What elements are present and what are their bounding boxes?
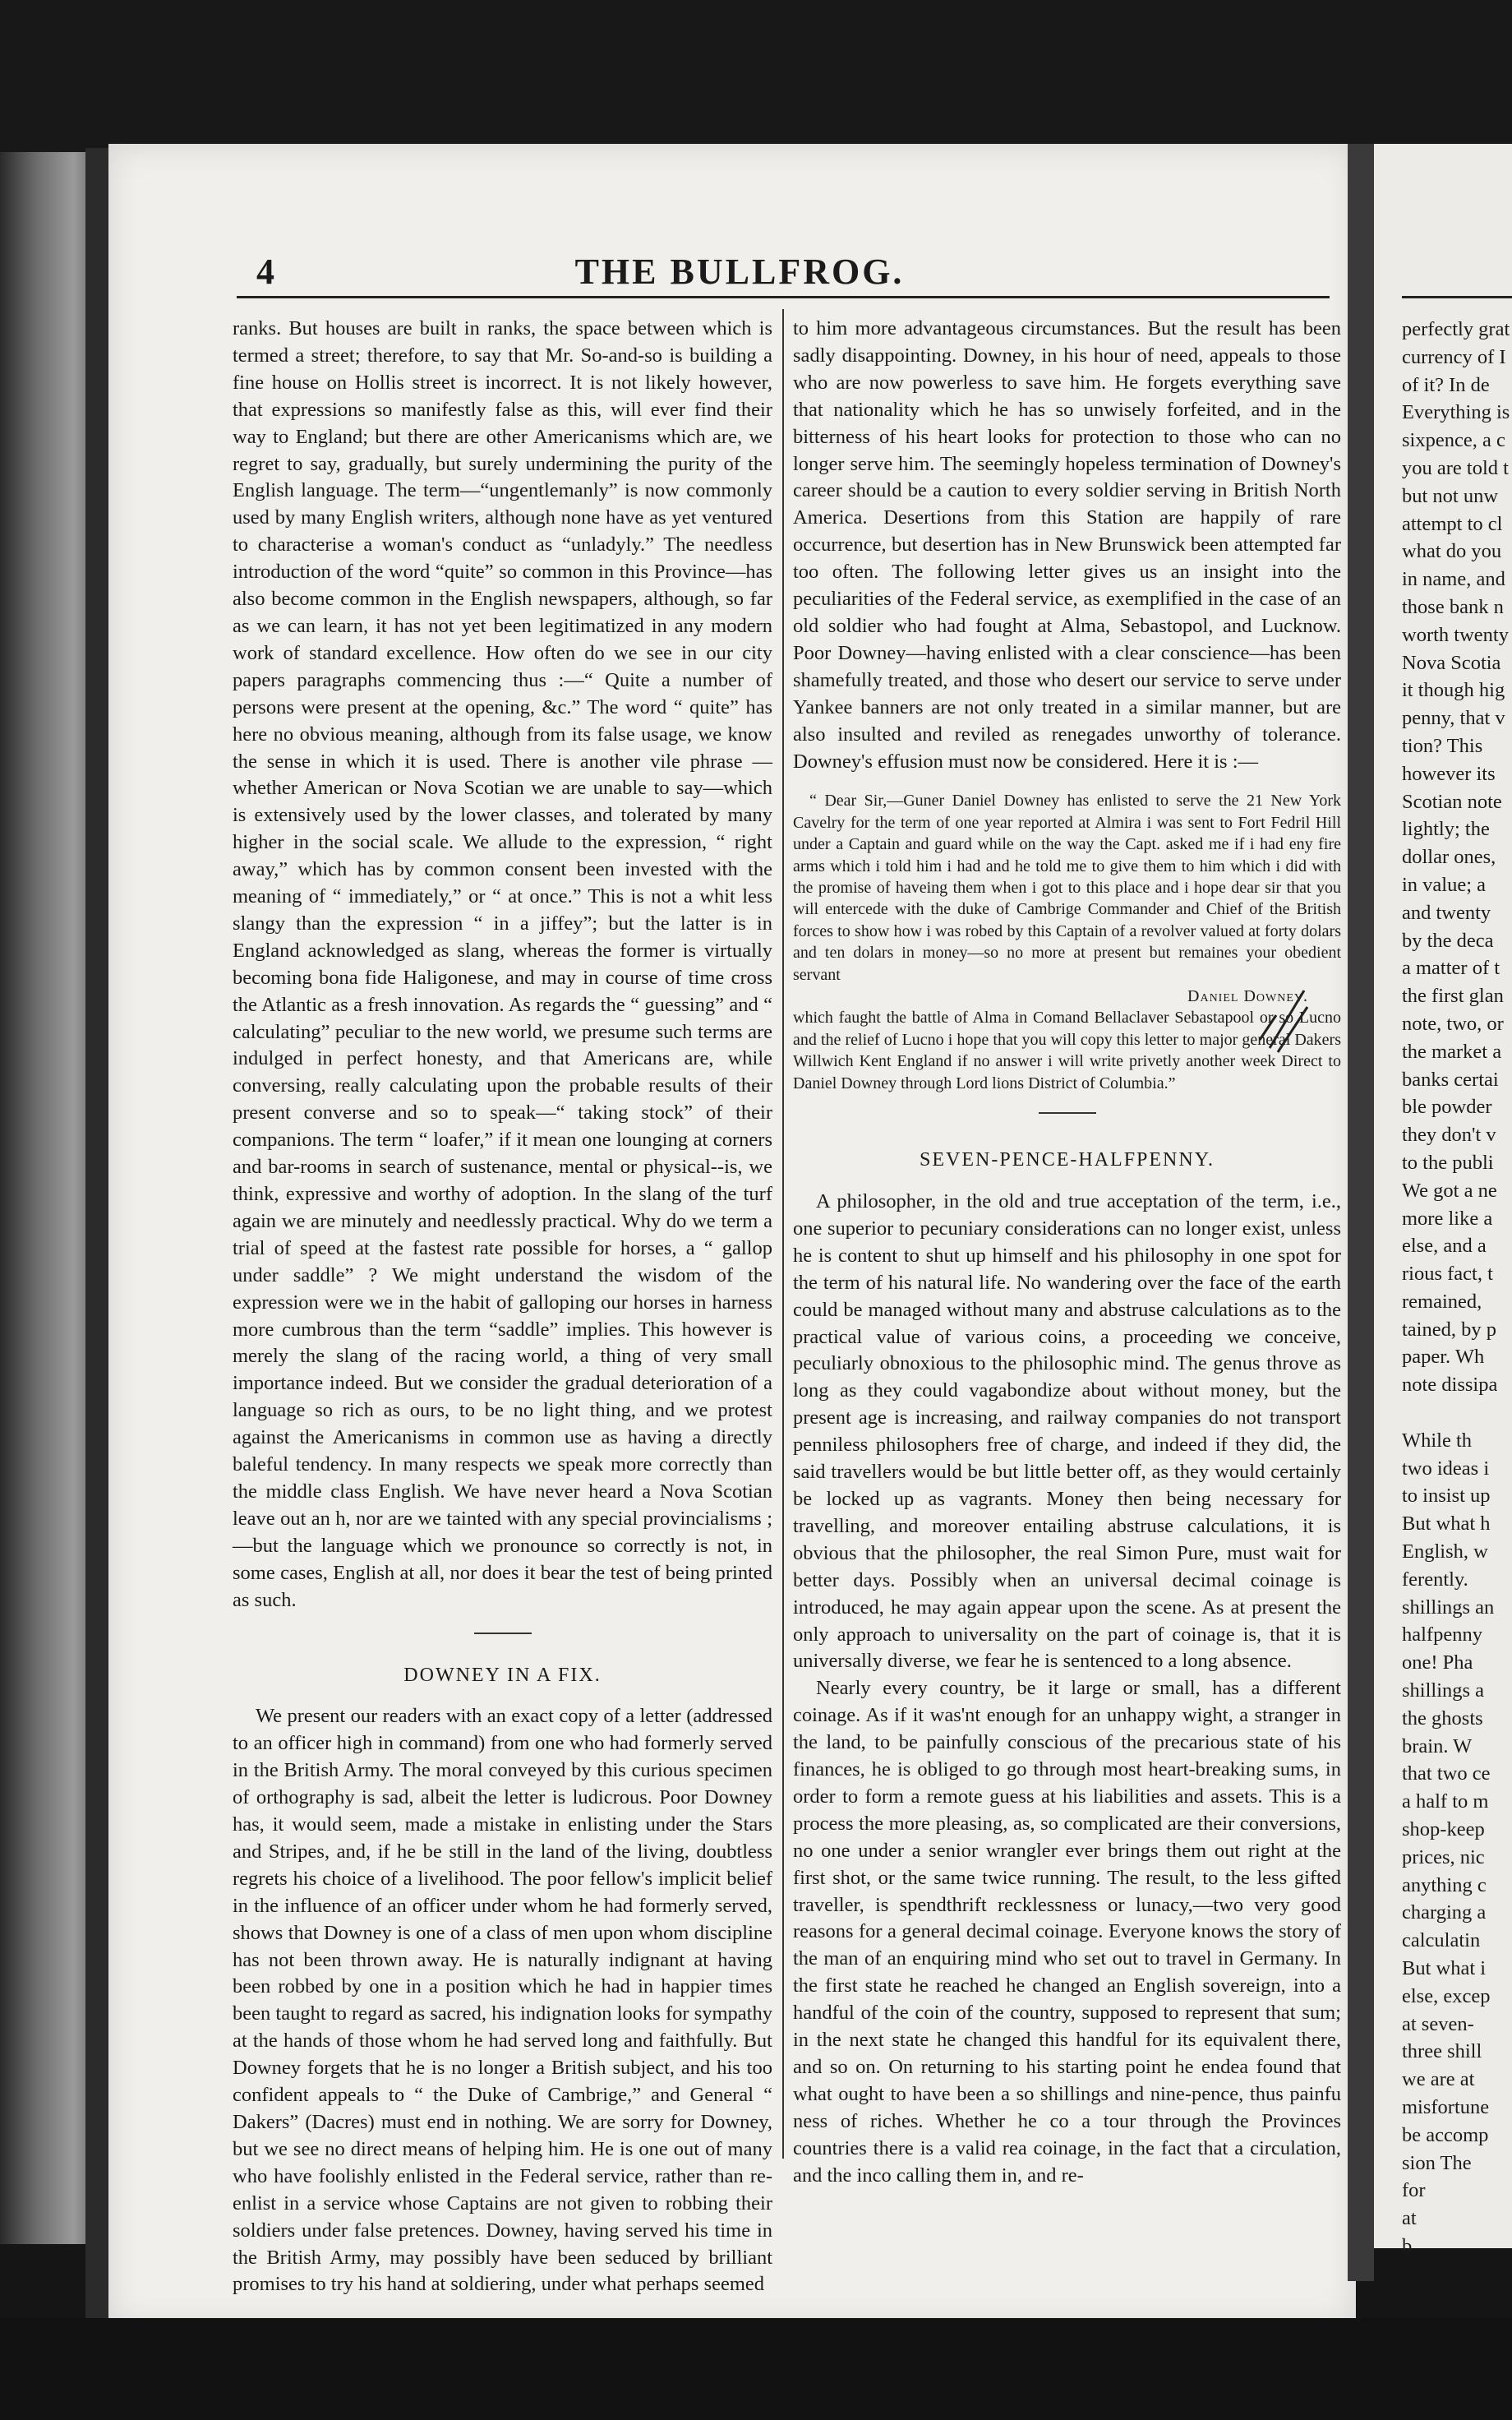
next-page-line: But what i [1402, 1957, 1487, 1980]
next-page-line: those bank n [1402, 595, 1504, 618]
article-heading-sevenpence: SEVEN-PENCE-HALFPENNY. [920, 1149, 1215, 1171]
next-page-line: rious fact, t [1402, 1263, 1493, 1286]
next-page-line: else, excep [1402, 1984, 1491, 2007]
article-sevenpence-p2: Nearly every country, be it large or small, has a different coinage. As if it was'nt enough for an unhappy wight, a stranger in the land, to be painfully conscious of the precarious state of his finances, he is obliged to go through most heart-breaking sums, in order to form a remote guess at his liabilities and assets. This is a process the more pleasing, as, so complicated are their conversions, no one under a senior wrangler ever brings them out right at the first shot, or the same twice running. The result, to the less gifted traveller, is spendthrift recklessness or lunacy,—two very good reasons for a general decimal coinage. Everyone knows the story of the man of an enquiring mind who set out to travel in Germany. In the first state he reached he changed an English sovereign, into a handful of the coin of the country, supposed to represent that sum; in the next state he changed this handful for its equivalent there, and so on. On returning to his starting point he endea found that what ought to have been a so shillings and nine-pence, thus painfu ness of riches. Whether he co a tour through the Provinces countries there is a valid rea coinage, in the fact that a circulation, and the inco calling them in, and re- [793, 1677, 1341, 2187]
next-page-line: one! Pha [1402, 1651, 1473, 1674]
scan-bottom-background [0, 2318, 1512, 2420]
letter-body: “ Dear Sir,—Guner Daniel Downey has enlisted to serve the 21 New York Cavelry for the term of one year reported at Almira i was sent to Fort Fedril Hill under a Captain and guard while on the way the Capt. asked me if i had eny fire arms which i told him i had and he told me to give them to him which i did with the promise of haveing them when i got to this place and i hope dear sir that you will entercede with the duke of Cambrige Commander and Chief of the British forces to show how i was robed by this Captain of a revolver valued at forty dolars and ten dolars in money—so no more at present but remaines your obedient servant [793, 792, 1341, 984]
next-page-line: we are at [1402, 2068, 1475, 2091]
next-page-line: shillings an [1402, 1596, 1495, 1619]
next-page-line: While th [1402, 1429, 1473, 1452]
next-page-line: at seven- [1402, 2012, 1474, 2035]
next-page-line: it though hig [1402, 679, 1505, 702]
next-page-line: Nova Scotia [1402, 651, 1501, 674]
next-page-line: for [1402, 2179, 1426, 2202]
book-gutter [1348, 144, 1374, 2281]
next-page-line: But what h [1402, 1512, 1491, 1536]
next-page-line: by the deca [1402, 929, 1494, 952]
next-page-line: remained, [1402, 1290, 1482, 1313]
next-page-line: to insist up [1402, 1485, 1491, 1508]
next-page-line: Everything is [1402, 401, 1510, 424]
next-page-line: lightly; the [1402, 818, 1490, 841]
next-page-line: anything c [1402, 1873, 1487, 1896]
next-page-line: worth twenty [1402, 623, 1509, 646]
next-page-line: halfpenny [1402, 1623, 1482, 1646]
column-2 [793, 316, 1341, 2190]
next-page-line: banks certai [1402, 1068, 1499, 1091]
scan-top-background [0, 0, 1512, 152]
section-divider [1039, 1112, 1096, 1114]
next-page-line: b [1402, 2234, 1413, 2257]
next-page-header-rule [1402, 296, 1512, 298]
next-page-line: you are told t [1402, 456, 1509, 479]
next-page-line: else, and a [1402, 1235, 1487, 1258]
next-page-line: a matter of t [1402, 957, 1500, 980]
next-page-line: be accomp [1402, 2123, 1489, 2146]
next-page-line: We got a ne [1402, 1179, 1497, 1202]
article-heading-downey: DOWNEY IN A FIX. [403, 1664, 602, 1686]
letter-postscript: which faught the battle of Alma in Comand Bellaclaver Sebastapool or so Lucno and the relief of Lucno i hope that you will copy this letter to major general Dakers Willwich Kent England if no answer i will write privetly another week Direct to Daniel Downey through Lord lions District of Columbia.” [793, 1009, 1341, 1092]
next-page-line: the ghosts [1402, 1706, 1483, 1730]
column-1 [233, 316, 772, 2298]
next-page-line: calculatin [1402, 1929, 1481, 1952]
next-page-line: sixpence, a c [1402, 429, 1505, 452]
next-page-line: dollar ones, [1402, 846, 1496, 869]
page-header [148, 251, 1331, 300]
next-page-line: the first glan [1402, 985, 1504, 1008]
next-page-column [1402, 316, 1512, 2261]
page-number: 4 [256, 252, 274, 292]
next-page-line: note dissipa [1402, 1374, 1498, 1397]
next-page-line: misfortune [1402, 2096, 1490, 2118]
next-page-line: two ideas i [1402, 1457, 1490, 1480]
article-americanisms-text: ranks. But houses are built in ranks, the space between which is termed a street; therefore, to say that Mr. So-and-so is building a fine house on Hollis street is incorrect. It is not likely however, that expressions so manifestly false as this, will ever find their way to England; but there are other Americanisms which are, we regret to say, gradually, but surely undermining the purity of the English language. The term—“ungentlemanly” is now commonly used by many English writers, although none have as yet ventured to characterise a woman's conduct as “unladyly.” The needless introduction of the word “quite” so common in this Province—has also become common in the English newspapers, although, so far as we can learn, it has not yet been legitimatized in any modern work of standard excellence. How often do we see in our city papers paragraphs commencing thus :—“ Quite a number of persons were present at the opening, &c.” The word “ quite” has here no obvious meaning, although from its false usage, we know the sense in which it is used. There is another vile phrase — whether American or Nova Scotian we are unable to say—which is extensively used by the lower classes, and tolerated by many higher in the social scale. We allude to the expression, “ right away,” which has by common consent been invested with the meaning of “ immediately,” or “ at once.” This is not a whit less slangy than the expression “ in a jiffey”; but the latter is in England acknowledged as slang, whereas the former is virtually becoming bona fide Haligonese, and may in course of time cross the Atlantic as a fresh innovation. As regards the “ guessing” and “ calculating” peculiar to the new world, we presume such terms are indulged in perfect honesty, and that Americans are, while conversing, really calculating upon the probable results of their present converse and so to speak—“ taking stock” of their companions. The term “ loafer,” if it mean one lounging at corners and bar-rooms in search of sustenance, mental or physical--is, we think, expressive and worthy of adoption. In the slang of the turf again we are minutely and needlessly practical. Why do we term a trial of speed at the fastest rate possible for horses, a “ gallop under saddle” ? We might understand the wisdom of the expression were we in the habit of galloping our horses in harness more cumbrous than the term “saddle” implies. This however is merely the slang of the racing world, a thing of very small importance indeed. But we consider the gradual deterioration of a language so rich as ours, to be no light thing, and we protest against the Americanisms in common use as having a directly baleful tendency. In many respects we speak more correctly than the middle class English. We have never heard a Nova Scotian leave out an h, nor are we tainted with any special provincialisms ;—but the language which we pronounce so correctly is not, in some cases, English at all, nor does it bear the test of being printed as such. [233, 317, 772, 1611]
next-page-line: to the publi [1402, 1151, 1494, 1174]
next-page-line: English, w [1402, 1540, 1488, 1563]
next-page-line: penny, that v [1402, 707, 1505, 730]
next-page-line: sion The [1402, 2151, 1472, 2174]
next-page-line: but not unw [1402, 484, 1499, 507]
next-page-line: that two ce [1402, 1762, 1491, 1785]
next-page-line: they don't v [1402, 1124, 1496, 1147]
column-divider [782, 309, 784, 2159]
next-page-line: charging a [1402, 1901, 1487, 1924]
section-divider [474, 1633, 532, 1634]
article-sevenpence-p1: A philosopher, in the old and true acceptation of the term, i.e., one superior to pecuniary considerations can no longer exist, unless he is content to shut up himself and his philosophy in one spot for the term of his natural life. No wandering over the face of the earth could be managed without many and abstruse calculations as to the practical value of various coins, a proceeding we conceive, peculiarly obnoxious to the philosophic mind. The genus throve as long as they could vagabondize about without money, but the present age is increasing, and railway companies do not transport penniless philosophers free of charge, and indeed if they did, the said travellers would be but little better off, as they would certainly be locked up as vagrants. Money then being necessary for travelling, and moreover entailing abstruse calculations, it is obvious that the philosopher, the real Simon Pure, must wait for better days. Possibly when an universal decimal coinage is introduced, he may again appear upon the scene. As at present the only approach to universality on the part of coinage is, that it is universally diverse, we fear he is sentenced to a long absence. [793, 1190, 1341, 1673]
next-page-line: three shill [1402, 2040, 1482, 2063]
next-page-line: currency of I [1402, 345, 1506, 368]
next-page-line: and twenty [1402, 901, 1491, 924]
letter-signature: Daniel Downey. [1187, 987, 1308, 1006]
next-page-line: the market a [1402, 1040, 1502, 1063]
masthead-title: THE BULLFROG. [574, 252, 905, 292]
article-downey-continuation: to him more advantageous circumstances. But the result has been sadly disappointing. Downey, in his hour of need, appeals to those who are now powerless to save him. He forgets everything save that nationality which he has so unwisely forfeited, and in the bitterness of his heart looks for protection to those who can no longer serve him. The seemingly hopeless termination of Downey's career should be a caution to every soldier serving in British North America. Desertions from this Station are happily of rare occurrence, but desertion has in New Brunswick been attempted far too often. The following letter gives us an insight into the peculiarities of the Federal service, as exemplified in the case of an old soldier who had fought at Alma, Sebastopol, and Lucknow. Poor Downey—having enlisted with a clear conscience—has been shamefully treated, and those who desert our service to serve under Yankee banners are not only treated in a similar manner, but are also insulted and reviled as renegades unworthy of tolerance. Downey's effusion must now be considered. Here it is :— [793, 317, 1341, 773]
next-page-line: ble powder [1402, 1096, 1492, 1119]
next-page-line: ferently. [1402, 1568, 1468, 1591]
handwritten-check-mark [1253, 982, 1311, 1056]
next-page-line [1402, 1399, 1512, 1427]
next-page-line: in name, and [1402, 568, 1505, 591]
header-rule [237, 296, 1330, 298]
next-page-line: shillings a [1402, 1679, 1485, 1702]
next-page-line: prices, nic [1402, 1845, 1485, 1868]
next-page-line: a half to m [1402, 1790, 1489, 1813]
next-page-line: note, two, or [1402, 1012, 1504, 1035]
next-page-line: however its [1402, 762, 1496, 785]
next-page-line: paper. Wh [1402, 1346, 1485, 1369]
next-page-line: attempt to cl [1402, 512, 1503, 535]
next-page-line: perfectly grat [1402, 318, 1510, 340]
next-page-line: tion? This [1402, 734, 1483, 757]
next-page-line: at [1402, 2207, 1417, 2230]
next-page-line: shop-keep [1402, 1818, 1485, 1841]
next-page-line: more like a [1402, 1207, 1493, 1230]
next-page-line: what do you [1402, 540, 1502, 563]
article-downey-text: We present our readers with an exact copy of a letter (addressed to an officer high in command) from one who had formerly served in the British Army. The moral conveyed by this curious specimen of orthography is sad, albeit the letter is ludicrous. Poor Downey has, it would seem, made a mistake in enlisting under the Stars and Stripes, and, if he be still in the land of the living, doubtless regrets his choice of a livelihood. The poor fellow's implicit belief in the influence of an officer under whom he had formerly served, shows that Downey is one of a class of men upon whom discipline has not been thrown away. He is naturally indignant at having been robbed by one in a position which he had in happier times been taught to regard as sacred, his indignation looks for sympathy at the hands of those whom he had served long and faithfully. But Downey forgets that he is no longer a British subject, and his too confident appeals to “ the Duke of Cambrige,” and General “ Dakers” (Dacres) must end in nothing. We are sorry for Downey, but we see no direct means of helping him. He is one out of many who have foolishly enlisted in the Federal service, rather than re-enlist in a service whose Captains are not given to robbing their soldiers under false pretences. Downey, having served his time in the British Army, may possibly have been seduced by brilliant promises to try his hand at soldiering, under what perhaps seemed [233, 1705, 772, 2296]
next-page-line: brain. W [1402, 1734, 1473, 1757]
next-page-line: Scotian note [1402, 790, 1502, 813]
next-page-line: tained, by p [1402, 1318, 1496, 1341]
next-page-line: in value; a [1402, 873, 1487, 896]
next-page-line: of it? In de [1402, 373, 1490, 396]
